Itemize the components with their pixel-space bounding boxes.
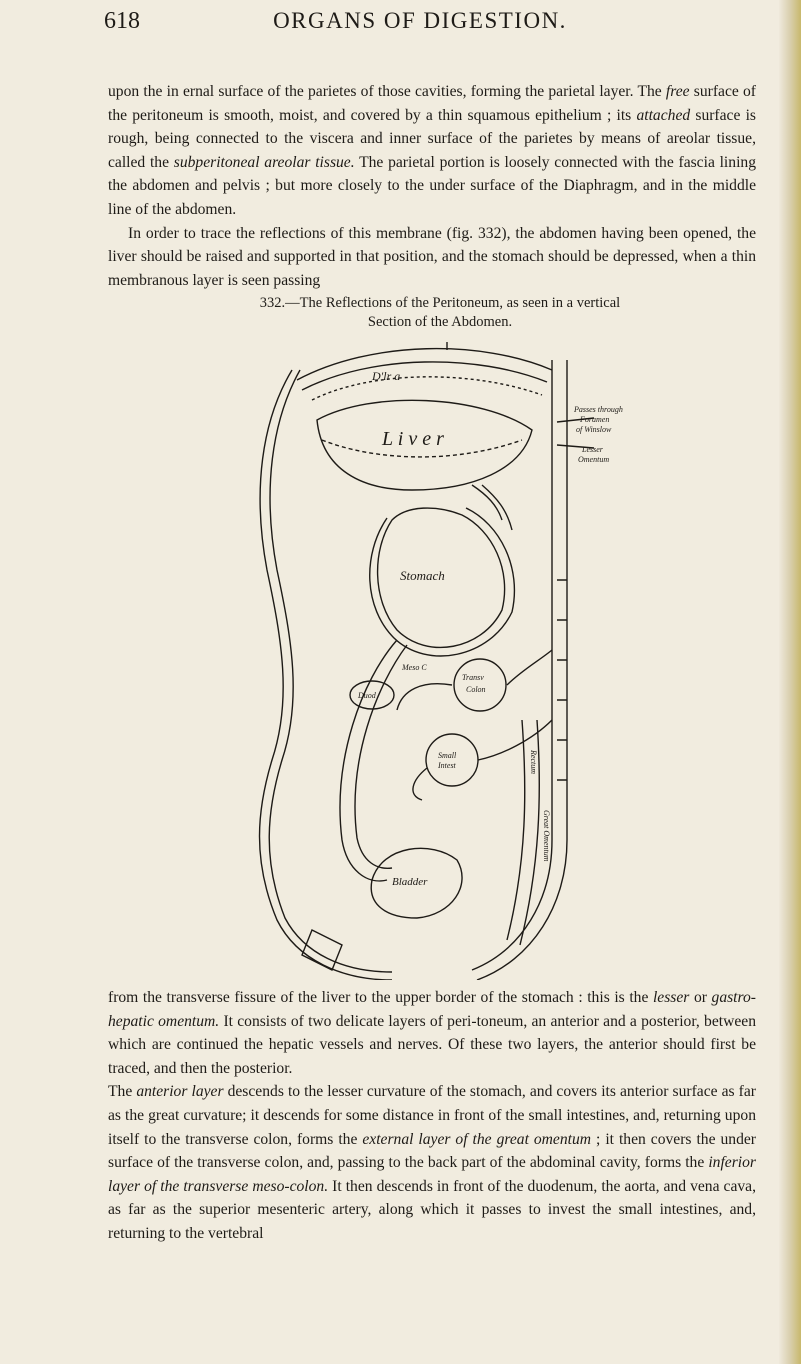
label-foramen-line-2: Foramen (580, 415, 610, 424)
vertebrae (557, 580, 567, 780)
label-lesser-line-2: Omentum (578, 455, 610, 464)
paragraph-4 (108, 1080, 756, 1245)
page-number: 618 (104, 8, 140, 34)
text-run-italic: anterior layer (136, 1083, 224, 1101)
small-intestine (426, 734, 478, 786)
label-duodenum: Duod (358, 691, 376, 700)
text-run: surface of the peritoneum is smooth, moist, and covered by a thin squamous epithelium ; its (108, 83, 756, 124)
paragraph-1 (108, 80, 756, 222)
label-foramen-line-1: Passes through (574, 405, 623, 414)
label-diaphragm: D'lr a (372, 369, 401, 383)
text-run-italic: inferior layer of the transverse meso-colon. (108, 1154, 756, 1195)
paragraph-bottom (108, 986, 756, 1246)
label-small-intestine-line-1: Small (438, 751, 457, 760)
paragraph-2: In order to trace the reflections of this membrane (fig. 332), the abdomen having been opened, the liver should be raised and supported in that position, and the stomach should be depressed, when a thin membranous layer is seen passing (108, 224, 756, 289)
paragraph-3 (108, 986, 756, 1080)
label-transverse-line-1: Transv (462, 673, 484, 682)
text-run: ; it then covers the under surface of the transverse colon, and, passing to the back part of the abdominal cavity, forms the (108, 1130, 756, 1172)
text-run: from the transverse fissure of the liver to the upper border of the stomach : this is the (108, 989, 653, 1006)
text-run: surface is rough, being connected to the viscera and inner surface of the parietes by means of areolar tissue, called the (108, 106, 756, 171)
caption-line-2: Section of the Abdomen. (367, 314, 513, 330)
label-meso-colon: Meso C (402, 663, 427, 672)
label-lesser-line-1: Lesser (582, 445, 603, 454)
text-run: The (108, 1083, 137, 1101)
label-bladder: Bladder (392, 876, 428, 888)
rectum (507, 720, 525, 940)
diaphragm (297, 349, 552, 380)
posterior-body-wall (472, 360, 552, 970)
text-run-italic: lesser (652, 989, 690, 1006)
peritoneum-diagram (222, 340, 662, 980)
text-run-italic: attached (636, 106, 691, 124)
caption-line-1: 332.—The Reflections of the Peritoneum, as seen in a vertical (259, 295, 621, 311)
text-run: descends to the lesser curvature of the stomach, and covers its anterior surface as far as the great curvature; it descends for some distance in front of the small intestines, and, returning upon itself to the transverse colon, forms the (108, 1083, 756, 1148)
label-liver: L i v e r (382, 428, 444, 450)
label-foramen-line-3: of Winslow (576, 425, 612, 434)
page-edge (779, 0, 801, 1364)
text-run: upon the in ernal surface of the parietes of those cavities, forming the parietal layer. The (108, 83, 666, 100)
text-run-italic: subperitoneal areolar tissue. (173, 153, 355, 171)
label-great-omentum: Great Omentum (542, 810, 551, 862)
label-stomach: Stomach (400, 568, 445, 583)
label-transverse-line-2: Colon (466, 685, 486, 694)
anterior-body-wall (260, 370, 393, 980)
text-run: or (689, 989, 712, 1006)
figure-caption (180, 294, 700, 332)
great-omentum (340, 640, 397, 881)
peritoneum-figure (222, 340, 662, 980)
paragraph-top (108, 80, 756, 292)
text-run: It consists of two delicate layers of peri-toneum, an anterior and a posterior, between which are continued the hepatic vessels and nerves. Of these two layers, the anterior should first be traced, and then the posterior. (108, 1012, 756, 1077)
text-run-italic: free (665, 83, 690, 100)
label-small-intestine-line-2: Intest (438, 761, 456, 770)
label-rectum: Rectum (529, 750, 538, 774)
running-head: ORGANS OF DIGESTION. (273, 8, 567, 33)
text-run: It then descends in front of the duodenum, the aorta, and vena cava, as far as the superior mesenteric artery, along which it passes to invest the small intestines, and, returning to the vertebral (108, 1177, 756, 1242)
text-run: The parietal portion is loosely connected with the fascia lining the abdomen and pelvis ; but more closely to the under surface of the Diaphragm, and in the middle line of the abdomen. (108, 153, 756, 218)
text-run-italic: gastro-hepatic omentum. (108, 989, 756, 1030)
text-run-italic: external layer of the great omentum (362, 1130, 592, 1148)
page-header (100, 8, 740, 72)
